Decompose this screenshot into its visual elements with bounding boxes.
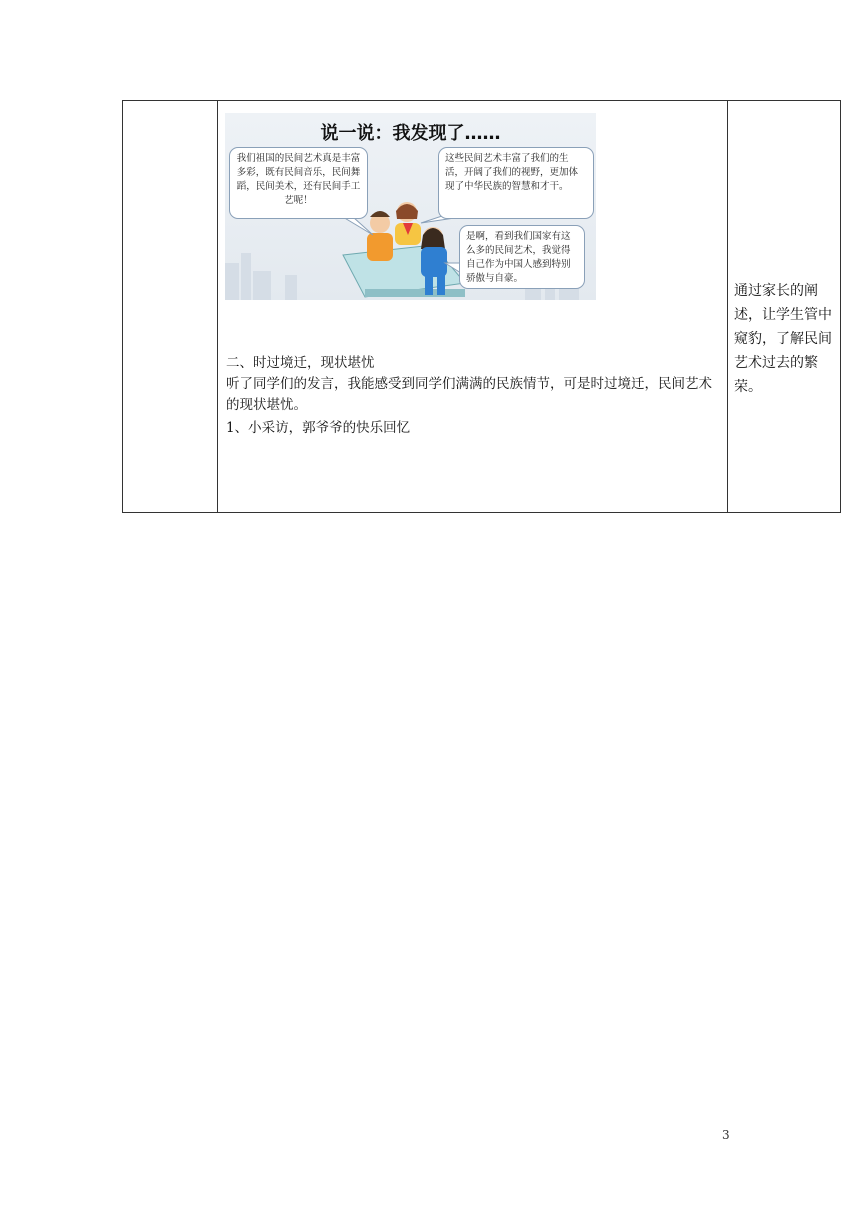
teaching-note: 通过家长的阐述，让学生管中窥豹，了解民间艺术过去的繁荣。 — [734, 283, 832, 395]
left-column-cell — [123, 101, 218, 513]
section-heading: 二、时过境迁，现状堪忧 — [226, 355, 375, 371]
illustration-title: 说一说：我发现了…… — [320, 123, 501, 144]
speech-bubble-right-top: 这些民间艺术丰富了我们的生活，开阔了我们的视野，更加体现了中华民族的智慧和才干。 — [438, 147, 594, 219]
list-item: 1、小采访，郭爷爷的快乐回忆 — [226, 420, 411, 436]
page-number: 3 — [722, 1128, 730, 1142]
discussion-illustration — [225, 113, 596, 300]
speech-bubble-right-bottom: 是啊，看到我们国家有这么多的民间艺术，我觉得自己作为中国人感到特别骄傲与自豪。 — [459, 225, 585, 289]
body-paragraph: 听了同学们的发言，我能感受到同学们满满的民族情节，可是时过境迁，民间艺术的现状堪忧。 — [226, 376, 712, 413]
speech-bubble-left: 我们祖国的民间艺术真是丰富多彩，既有民间音乐，民间舞蹈，民间美术，还有民间手工艺呢！ — [229, 147, 368, 219]
